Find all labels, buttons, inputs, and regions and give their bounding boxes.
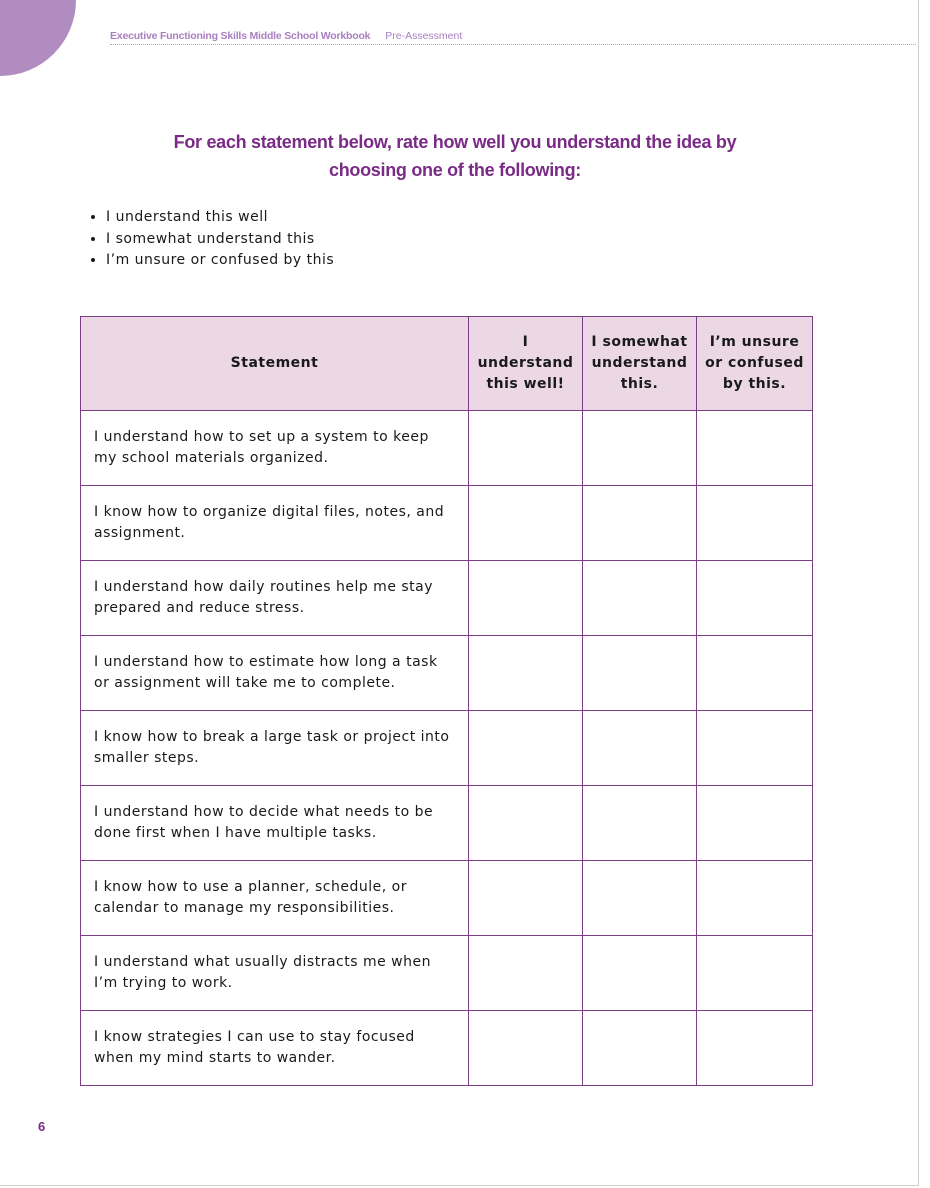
header-unsure: I’m unsure or confused by this. — [697, 317, 813, 411]
statement-cell: I understand how to decide what needs to be done first when I have multiple tasks. — [81, 786, 469, 861]
rating-cell-understand-well[interactable] — [469, 786, 583, 861]
rating-cell-understand-well[interactable] — [469, 861, 583, 936]
table-row — [81, 711, 813, 786]
rating-cell-somewhat[interactable] — [583, 786, 697, 861]
statement-cell: I understand how to estimate how long a task or assignment will take me to complete. — [81, 636, 469, 711]
rating-cell-understand-well[interactable] — [469, 411, 583, 486]
rating-cell-unsure[interactable] — [697, 411, 813, 486]
instruction-heading — [110, 128, 800, 184]
table-row — [81, 411, 813, 486]
rating-cell-unsure[interactable] — [697, 711, 813, 786]
rating-cell-somewhat[interactable] — [583, 486, 697, 561]
statement-cell: I know how to break a large task or project into smaller steps. — [81, 711, 469, 786]
table-row — [81, 486, 813, 561]
self-assessment-table — [80, 316, 813, 1086]
option-understand-well: • I understand this well — [106, 207, 334, 229]
rating-cell-somewhat[interactable] — [583, 936, 697, 1011]
option-unsure: • I’m unsure or confused by this — [106, 250, 334, 272]
rating-cell-unsure[interactable] — [697, 636, 813, 711]
table-row — [81, 936, 813, 1011]
decorative-corner-circle — [0, 0, 76, 76]
rating-cell-understand-well[interactable] — [469, 561, 583, 636]
page-number: 6 — [38, 1119, 46, 1134]
page-edge-bottom — [0, 1185, 919, 1186]
running-header — [110, 30, 916, 45]
statement-cell: I know how to organize digital files, notes, and assignment. — [81, 486, 469, 561]
table-row — [81, 561, 813, 636]
header-statement: Statement — [81, 317, 469, 411]
rating-cell-somewhat[interactable] — [583, 861, 697, 936]
rating-cell-somewhat[interactable] — [583, 411, 697, 486]
table-row — [81, 861, 813, 936]
rating-cell-understand-well[interactable] — [469, 711, 583, 786]
book-title: Executive Functioning Skills Middle School Workbook — [110, 30, 371, 42]
table-row — [81, 1011, 813, 1086]
instruction-line-2: choosing one of the following: — [329, 160, 581, 180]
table-row — [81, 786, 813, 861]
statement-cell: I understand how to set up a system to keep my school materials organized. — [81, 411, 469, 486]
table-header-row — [81, 317, 813, 411]
rating-cell-unsure[interactable] — [697, 486, 813, 561]
rating-cell-somewhat[interactable] — [583, 636, 697, 711]
table-row — [81, 636, 813, 711]
rating-cell-understand-well[interactable] — [469, 486, 583, 561]
rating-cell-understand-well[interactable] — [469, 1011, 583, 1086]
rating-cell-unsure[interactable] — [697, 1011, 813, 1086]
rating-cell-understand-well[interactable] — [469, 936, 583, 1011]
rating-cell-unsure[interactable] — [697, 561, 813, 636]
option-somewhat-understand: • I somewhat understand this — [106, 229, 334, 251]
statement-cell: I understand what usually distracts me when I’m trying to work. — [81, 936, 469, 1011]
statement-cell: I understand how daily routines help me stay prepared and reduce stress. — [81, 561, 469, 636]
rating-cell-somewhat[interactable] — [583, 1011, 697, 1086]
page-edge-right — [918, 0, 919, 1186]
rating-cell-somewhat[interactable] — [583, 711, 697, 786]
rating-cell-unsure[interactable] — [697, 861, 813, 936]
header-understand-well: I understand this well! — [469, 317, 583, 411]
rating-cell-unsure[interactable] — [697, 786, 813, 861]
rating-cell-unsure[interactable] — [697, 936, 813, 1011]
rating-cell-somewhat[interactable] — [583, 561, 697, 636]
header-somewhat-understand: I somewhat understand this. — [583, 317, 697, 411]
rating-cell-understand-well[interactable] — [469, 636, 583, 711]
section-title: Pre-Assessment — [385, 30, 463, 42]
rating-options-list — [88, 207, 334, 272]
statement-cell: I know how to use a planner, schedule, or calendar to manage my responsibilities. — [81, 861, 469, 936]
statement-cell: I know strategies I can use to stay focused when my mind starts to wander. — [81, 1011, 469, 1086]
instruction-line-1: For each statement below, rate how well you understand the idea by — [173, 132, 737, 152]
